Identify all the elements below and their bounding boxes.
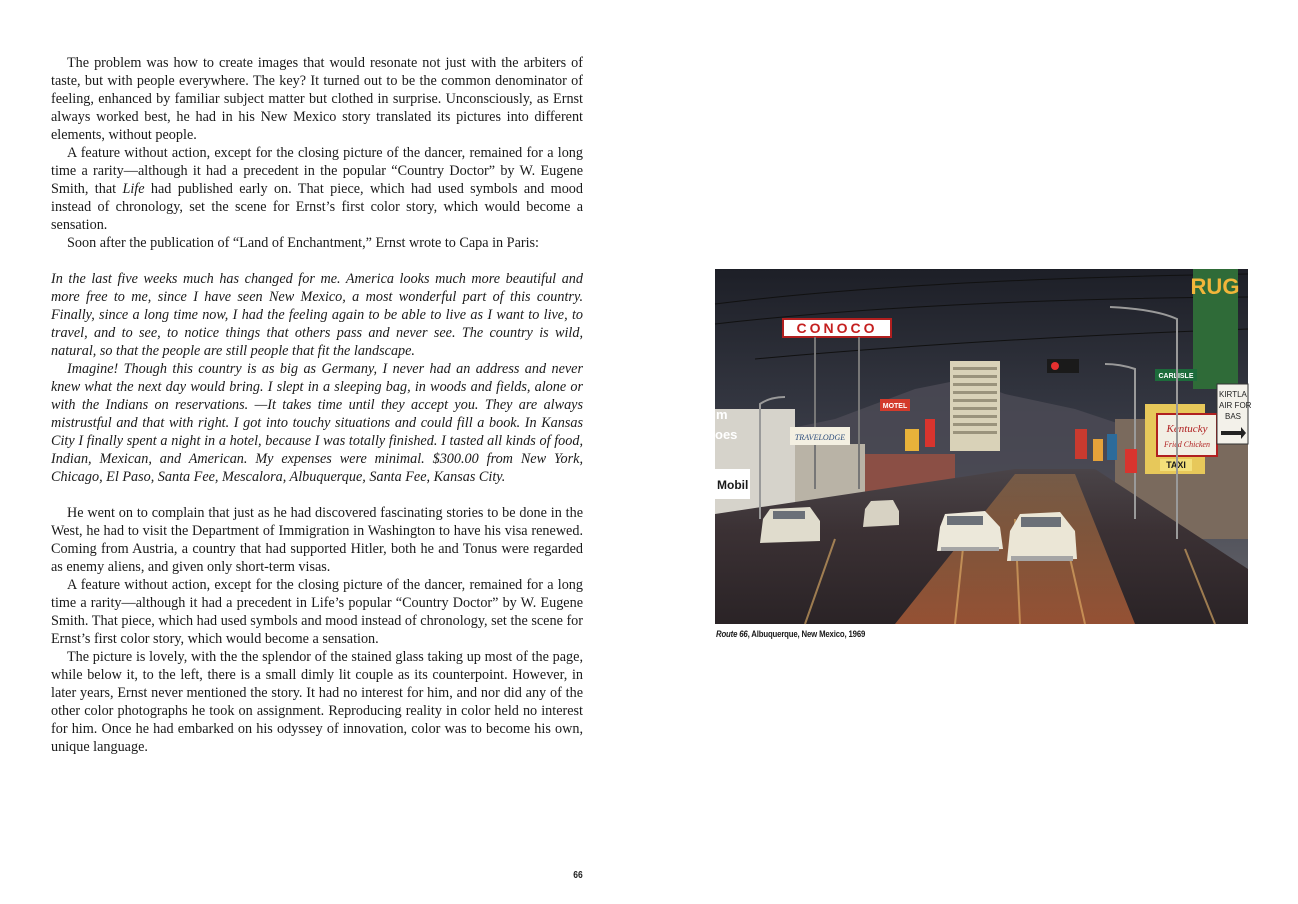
carlisle-sign-text: CARLISLE <box>1158 373 1194 380</box>
building-windows <box>953 367 997 434</box>
paragraph: Soon after the publication of “Land of Enchantment,” Ernst wrote to Capa in Paris: <box>67 235 539 251</box>
travelodge-sign-text: TRAVELODGE <box>794 433 846 442</box>
route-66-photograph <box>715 269 1252 624</box>
paragraph-text: had published early on. That piece, which had used symbols and mood instead of chronology, set the scene for Ernst’s first color story, which would become a sensation. <box>51 181 583 233</box>
text-column <box>51 54 583 756</box>
mobil-sign-text: Mobil <box>717 478 749 492</box>
fried-chicken-sign-text: Fried Chicken <box>1164 440 1210 449</box>
photo-caption <box>716 629 865 640</box>
red-light <box>1051 362 1059 370</box>
conoco-sign-text: CONOCO <box>796 320 878 336</box>
motel-sign-text: MOTEL <box>882 403 908 410</box>
kentucky-sign-text: Kentucky <box>1166 423 1208 435</box>
caption-title: Route 66 <box>716 629 748 640</box>
kirtland-sign-text: BAS <box>1225 412 1242 421</box>
spacer <box>51 486 583 504</box>
kirtland-sign-text: KIRTLA <box>1219 390 1247 399</box>
kentucky-fried-chicken-sign <box>1157 414 1217 456</box>
photo-illustration <box>715 269 1252 624</box>
car <box>760 507 820 543</box>
shoes-sign-text: oes <box>715 427 738 442</box>
paragraph: The picture is lovely, with the the splendor of the stained glass taking up most of the page, while below it, to the left, there is a small dimly lit couple as its counterpoint. However, in later years, Ernst never mentioned the story. It had no interest for him, and nor did any of the other color photographs he took on assignment. Reproducing reality in color held no interest for him. Once he had embarked on his odyssey of innovation, color was to become his own, unique language. <box>51 649 583 755</box>
paragraph: The problem was how to create images that would resonate not just with the arbiters of taste, but with people everywhere. The key? It turned out to be the common denominator of feeling, enhanced by familiar subject matter but clothed in surprise. Unconsciously, as Ernst always worked best, he had in his New Mexico story translated its pictures into different elements, without people. <box>51 55 583 143</box>
paragraph-text: A feature without action, except for the closing picture of the dancer, remained for a long time a rarity—although it had a precedent in the popular “Country Doctor” by W. Eugene Smith, that <box>51 145 583 197</box>
quote-paragraph: Imagine! Though this country is as big as Germany, I never had an address and never knew what the next day would bring. I slept in a sleeping bag, in woods and fields, alone or with the Indians on reservations. —It takes time until they accept you. They are always mistrustful and that with right. I got into touchy situations and could fill a book. In Kansas City I finally spent a night in a hotel, because I was totally finished. I tasted all kinds of food, Indian, Mexican, and American. My expenses were minimal. $300.00 from New York, Chicago, El Paso, Santa Fee, Mescalora, Albuquerque, Santa Fee, Kansas City. <box>51 361 583 485</box>
tall-building <box>950 361 1000 451</box>
drug-store-sign <box>1191 269 1240 389</box>
page-number: 66 <box>573 870 583 881</box>
shoes-sign-text: m <box>716 407 728 422</box>
kirtland-afb-sign <box>1217 384 1252 444</box>
letter-quote <box>51 270 583 486</box>
travelodge-sign <box>790 427 850 445</box>
paragraph: A feature without action, except for the closing picture of the dancer, remained for a long time a rarity—although it had a precedent in Life’s popular “Country Doctor” by W. Eugene Smith. That piece, which had used symbols and mood instead of chronology, set the scene for Ernst’s first color story, which would become a sensation. <box>51 577 583 647</box>
paragraph <box>51 144 583 234</box>
caption-details: , Albuquerque, New Mexico, 1969 <box>747 629 866 640</box>
taxi-sign-text: TAXI <box>1166 460 1186 470</box>
left-building <box>715 409 795 519</box>
magazine-title: Life <box>122 181 145 197</box>
spacer <box>51 252 583 270</box>
drug-sign-text: RUG <box>1190 274 1240 299</box>
paragraph: He went on to complain that just as he had discovered fascinating stories to be done in the West, he had to visit the Department of Immigration in Washington to have his visa renewed. Coming from Austria, a country that had supported Hitler, both he and Tonus were regarded as enemy aliens, and given only short-term visas. <box>51 505 583 575</box>
quote-paragraph: In the last five weeks much has changed for me. America looks much more beautiful and more free to me, since I have seen New Mexico, a most wonderful part of this country. Finally, since a long time now, I had the feeling again to be able to live as I want to live, to travel, and to see, to notice things that others pass and never see. The country is wild, natural, so that the people are still people that fit the landscape. <box>51 271 583 359</box>
kirtland-sign-text: AIR FOR <box>1219 401 1252 410</box>
